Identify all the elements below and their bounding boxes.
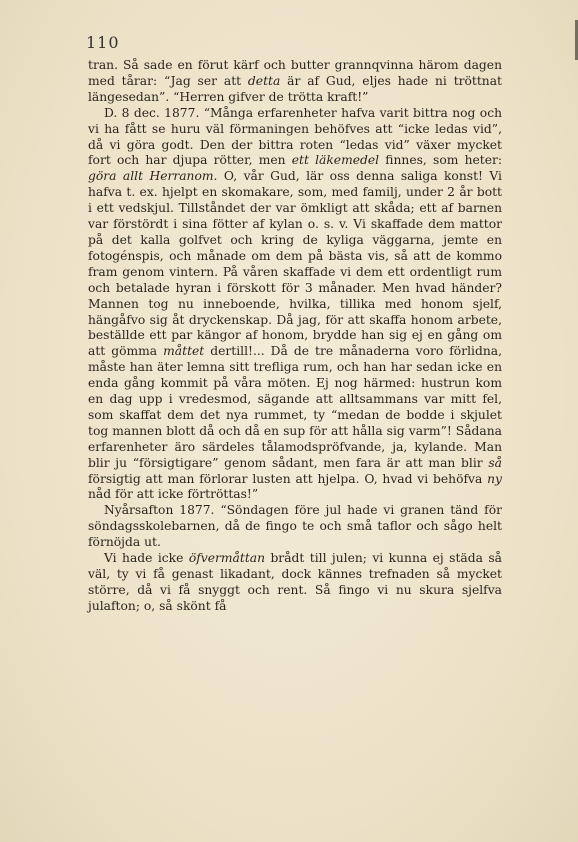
text-run: D. 8 dec. 1877. “Många erfarenheter hafva varit bittra nog och vi ha fått se huru väl förmaningen behöfves att “icke ledas vid”, då vi göra godt. Den der bittra roten “ledas vid” växer mycket fort och har djupa rötter, men [88,105,502,168]
italic-text: detta [247,73,281,88]
text-run: tran. Så sade en förut kärf och butter grannqvinna härom dagen med tårar: “Jag ser att [88,58,502,88]
text-run: nåd för att icke förtröttas!” [88,487,259,502]
page-number: 110 [86,33,120,52]
paragraph [88,503,502,551]
italic-text: så [488,455,502,470]
text-run: O, vår Gud, lär oss denna saliga konst! Vi hafva t. ex. hjelpt en skomakare, som, med familj, under 2 år bott i ett vedskjul. Tillståndet der var ömkligt att skåda; ett af barnen var förstördt i sina fötter af kylan o. s. v. Vi skaffade dem mattor på det kalla golfvet och kring de kyliga väggarna, jemte en fotogénspis, och månade om dem på bästa vis, så att de kommo fram genom vintern. På våren skaffade vi dem ett ordentligt rum och betalade hyran i förskott för 3 månader. Men hvad händer? Mannen tog nu inneboende, hvilka, tillika med honom sjelf, hängåfvo sig åt dryckenskap. Då jag, för att skaffa honom arbete, beställde ett par kängor af honom, brydde han sig ej en gång om att gömma [88,169,502,359]
paragraph [88,58,502,106]
italic-text: måttet [163,344,205,359]
italic-text: ett läkemedel [291,153,380,168]
italic-text: göra allt Herranom. [88,169,218,184]
text-run: Vi hade icke [104,551,189,566]
text-run: är af Gud, eljes hade ni tröttnat längesedan”. “Herren gifver de trötta kraft!” [88,73,502,104]
text-run: finnes, som heter: [379,153,503,168]
text-run: dertill!... Då de tre månaderna voro förlidna, måste han äter lemna sitt trefliga rum, och han har sedan icke en enda gång kommit på våra möten. Ej nog härmed: hustrun kom en dag upp i vredesmod, sägande att alltsammans var mitt fel, som skaffat dem det nya rummet, ty “medan de bodde i skjulet tog mannen blott då och då en sup för att hålla sig varm”! Sådana erfarenheter äro särdeles tålamodspröfvande, ja, kylande. Man blir ju “försigtigare” genom sådant, men fara är att man blir [88,344,502,470]
paragraph [88,106,502,504]
paragraph [88,551,502,615]
text-run: försigtig att man förlorar lusten att hjelpa. O, hvad vi behöfva [88,471,488,486]
italic-text: öfvermåttan [188,551,266,566]
text-run: Nyårsafton 1877. “Söndagen före jul hade vi granen tänd för söndagsskolebarnen, då de fingo te och små taflor och sågo helt förnöjda ut. [88,503,502,550]
body-text [88,58,502,615]
text-run: brådt till julen; vi kunna ej städa så väl, ty vi få genast likadant, dock kännes trefnaden så mycket större, då vi få snyggt och rent. Så fingo vi nu skura sjelfva julafton; o, så skönt få [88,551,502,613]
italic-text: ny [487,471,502,486]
